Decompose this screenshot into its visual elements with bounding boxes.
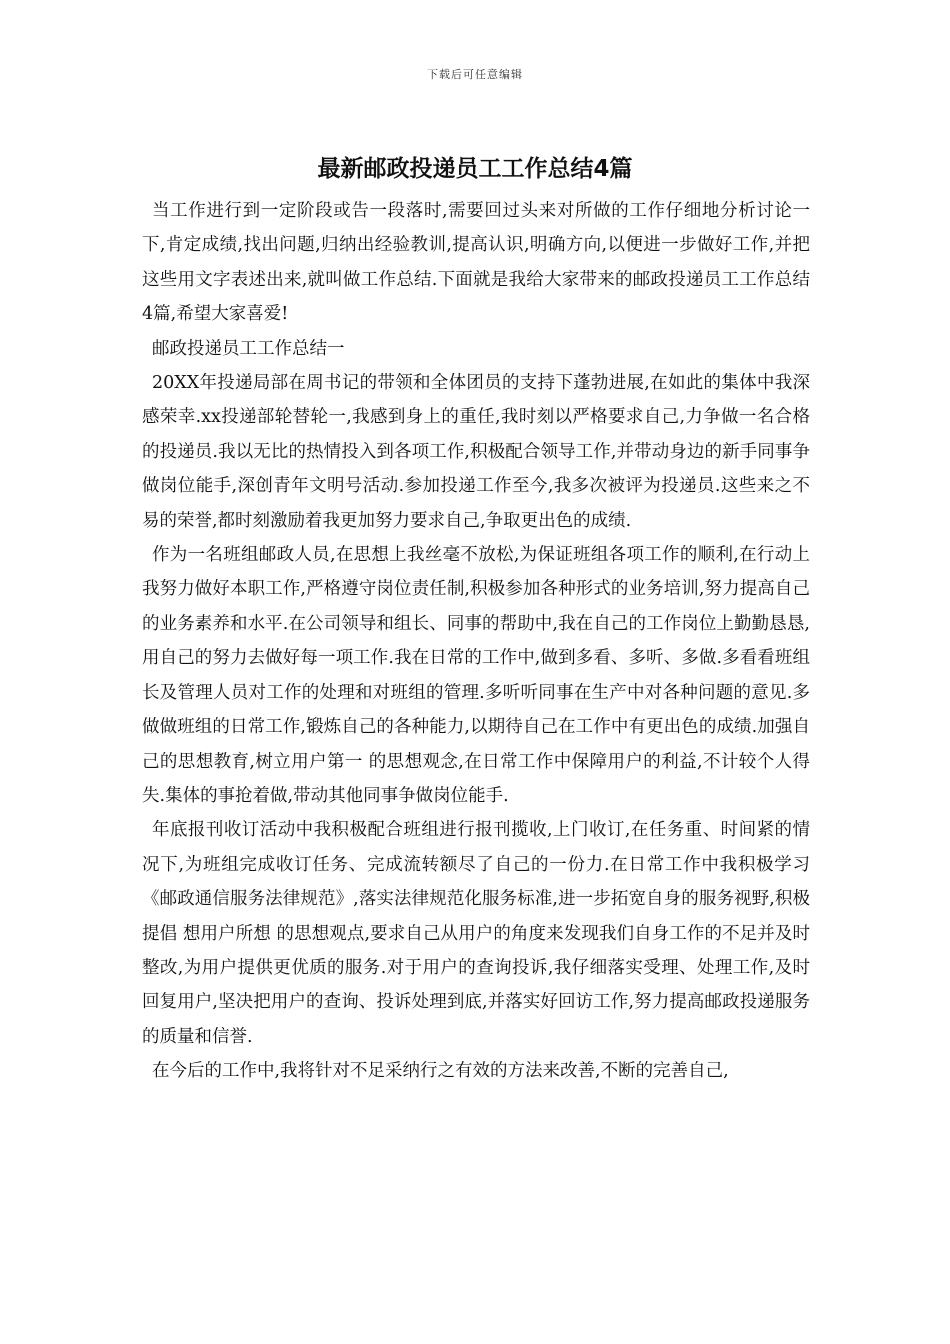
body-paragraph-3: 年底报刊收订活动中我积极配合班组进行报刊揽收,上门收订,在任务重、时间紧的情况下,为班组完成收订任务、完成流转额尽了自己的一份力.在日常工作中我积极学习《邮政通信服务法律规范》,落实法律规范化服务标准,进一步拓宽自身的服务视野,积极提倡 想用户所想 的思想观点,要求自己从用户的角度来发现我们自身工作的不足并及时整改,为用户提供更优质的服务.对于用户的查询投诉,我仔细落实受理、处理工作,及时回复用户,坚决把用户的查询、投诉处理到底,并落实好回访工作,努力提高邮政投递服务的质量和信誉. xyxy=(142,820,810,1047)
body-paragraph-1: 20XX年投递局部在周书记的带领和全体团员的支持下蓬勃进展,在如此的集体中我深感荣幸.xx投递部轮替轮一,我感到身上的重任,我时刻以严格要求自己,力争做一名合格的投递员.我以无比的热情投入到各项工作,积极配合领导工作,并带动身边的新手同事争做岗位能手,深创青年文明号活动.参加投递工作至今,我多次被评为投递员.这些来之不易的荣誉,都时刻激励着我更加努力要求自己,争取更出色的成绩. xyxy=(142,373,810,531)
body-paragraph-4: 在今后的工作中,我将针对不足采纳行之有效的方法来改善,不断的完善自己, xyxy=(152,1061,729,1082)
document-title: 最新邮政投递员工工作总结4篇 xyxy=(317,156,633,182)
document-body xyxy=(142,194,810,1089)
body-paragraph-2: 作为一名班组邮政人员,在思想上我丝毫不放松,为保证班组各项工作的顺利,在行动上我努力做好本职工作,严格遵守岗位责任制,积极参加各种形式的业务培训,努力提高自己的业务素养和水平.在公司领导和组长、同事的帮助中,我在自己的工作岗位上勤勤恳恳,用自己的努力去做好每一项工作.我在日常的工作中,做到多看、多听、多做.多看看班组长及管理人员对工作的处理和对班组的管理.多听听同事在生产中对各种问题的意见.多做做班组的日常工作,锻炼自己的各种能力,以期待自己在工作中有更出色的成绩.加强自己的思想教育,树立用户第一 的思想观念,在日常工作中保障用户的利益,不计较个人得失.集体的事抢着做,带动其他同事争做岗位能手. xyxy=(142,545,810,806)
section-heading: 邮政投递员工工作总结一 xyxy=(152,338,345,359)
header-note: 下载后可任意编辑 xyxy=(427,68,523,81)
intro-paragraph: 当工作进行到一定阶段或告一段落时,需要回过头来对所做的工作仔细地分析讨论一下,肯定成绩,找出问题,归纳出经验教训,提高认识,明确方向,以便进一步做好工作,并把这些用文字表述出来,就叫做工作总结.下面就是我给大家带来的邮政投递员工工作总结4篇,希望大家喜爱! xyxy=(142,201,810,325)
